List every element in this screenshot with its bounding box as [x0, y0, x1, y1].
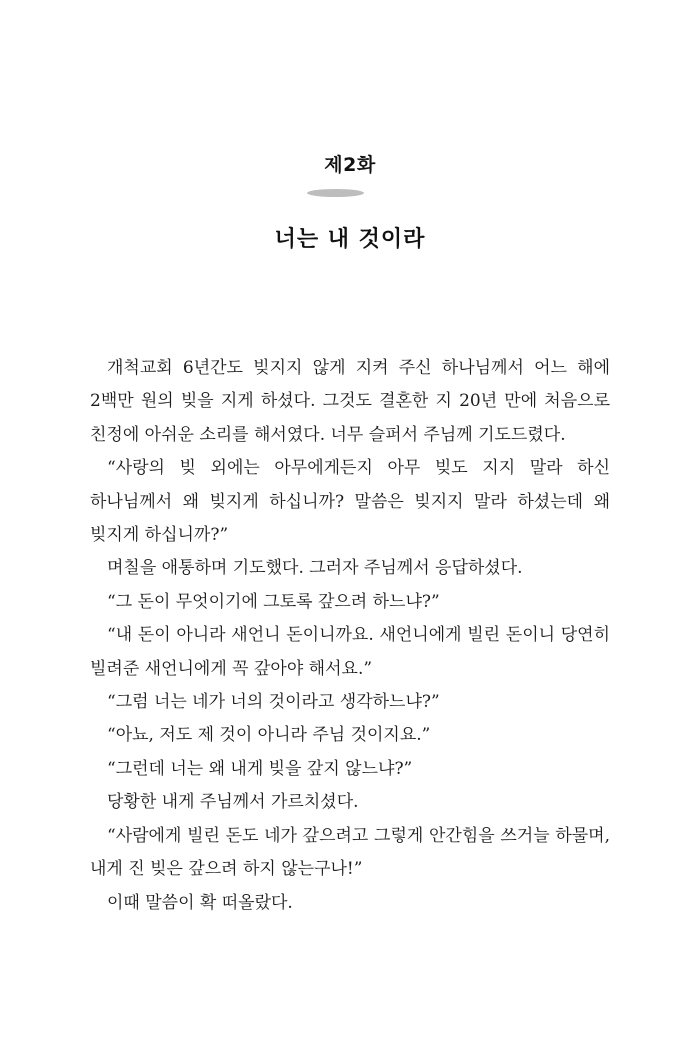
paragraph: “그런데 너는 왜 내게 빚을 갚지 않느냐?” [107, 758, 413, 779]
paragraph: 이때 말씀이 확 떠올랐다. [107, 892, 293, 913]
paragraph: “아뇨, 저도 제 것이 아니라 주님 것이지요.” [107, 725, 431, 746]
chapter-title: 너는 내 것이라 [274, 227, 426, 252]
paragraph: “그 돈이 무엇이기에 그토록 갚으려 하느냐?” [107, 591, 440, 612]
paragraph: 당황한 내게 주님께서 가르치셨다. [107, 792, 359, 813]
body-text [90, 352, 610, 920]
divider-ellipse [307, 189, 364, 197]
paragraph: “사람에게 빌린 돈도 네가 갚으려고 그렇게 안간힘을 쓰거늘 하물며, 내게 진 빚은 갚으려 하지 않는구나!” [90, 825, 610, 880]
paragraph: 며칠을 애통하며 기도했다. 그러자 주님께서 응답하셨다. [107, 558, 523, 579]
paragraph: “그럼 너는 네가 너의 것이라고 생각하느냐?” [107, 692, 440, 713]
chapter-label: 제2화 [324, 154, 376, 176]
paragraph: “사랑의 빚 외에는 아무에게든지 아무 빚도 지지 말라 하신 하나님께서 왜 빚지게 하십니까? 말씀은 빚지지 말라 하셨는데 왜 빚지게 하십니까?” [90, 458, 610, 546]
paragraph: 개척교회 6년간도 빚지지 않게 지켜 주신 하나님께서 어느 해에 2백만 원의 빚을 지게 하셨다. 그것도 결혼한 지 20년 만에 처음으로 친정에 아쉬운 소리를 해서였다. 너무 슬퍼서 주님께 기도드렸다. [90, 358, 610, 445]
paragraph: “내 돈이 아니라 새언니 돈이니까요. 새언니에게 빌린 돈이니 당연히 빌려준 새언니에게 꼭 갚아야 해서요.” [90, 625, 610, 679]
